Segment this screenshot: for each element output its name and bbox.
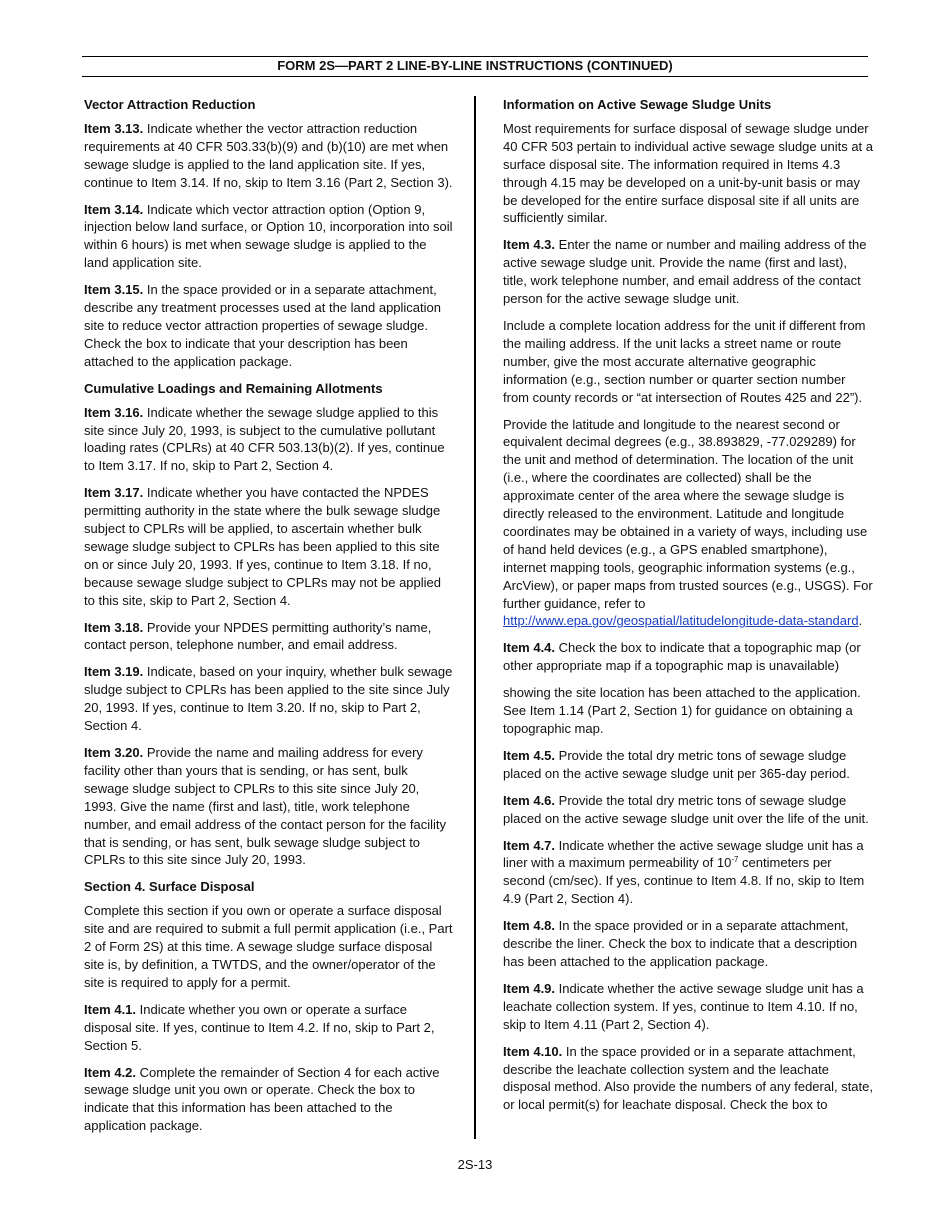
left-column	[84, 96, 454, 1144]
item-4-5-label: Item 4.5.	[503, 747, 556, 763]
item-3-19	[84, 663, 454, 735]
item-3-14-label: Item 3.14.	[84, 201, 144, 217]
item-3-13-label: Item 3.13.	[84, 120, 144, 136]
column-divider	[474, 96, 476, 1139]
item-4-2-label: Item 4.2.	[84, 1064, 137, 1080]
heading-active-units: Information on Active Sewage Sludge Units	[503, 97, 772, 112]
item-4-9	[503, 980, 873, 1034]
item-4-2	[84, 1064, 454, 1136]
item-3-18-text: Provide your NPDES permitting authority’s name, contact person, telephone number, and email address.	[84, 619, 432, 653]
item-4-6-label: Item 4.6.	[503, 792, 556, 808]
item-3-17	[84, 484, 454, 609]
item-3-20-label: Item 3.20.	[84, 745, 144, 760]
item-4-10-label: Item 4.10.	[503, 1043, 563, 1059]
item-4-7	[503, 837, 873, 909]
item-3-18	[84, 619, 454, 655]
item-3-16-label: Item 3.16.	[84, 404, 144, 420]
item-3-20-text: Provide the name and mailing address for every facility other than yours that is sending, or has sent, bulk sewage sludge subject to CPLRs to this site since July 20, 1993. Give the name (first and last), title, work telephone number, and email address of the contact person for the facility that is sending, or has sent, bulk sewage sludge subject to CPLRs to this site since July 20, 1993.	[84, 745, 447, 868]
location-address-paragraph: Include a complete location address for the unit if different from the mailing address. If the unit lacks a street name or route number, give the most accurate alternative geographic information (e.g., section number or quarter section number from county records or “at intersection of Routes 425 and 22”).	[503, 317, 866, 405]
latlong-end: .	[858, 613, 863, 629]
item-3-13-text: Indicate whether the vector attraction reduction requirements at 40 CFR 503.33(b)(9) and (b)(10) are met when sewage sludge is applied to the land application site. If yes, continue to Item 3.14. If no, skip to Item 3.16 (Part 2, Section 3).	[84, 120, 453, 190]
item-4-5	[503, 747, 873, 783]
item-4-8	[503, 917, 873, 971]
item-3-13	[84, 120, 454, 192]
item-3-20	[84, 744, 454, 869]
item-3-14	[84, 201, 454, 273]
item-3-18-label: Item 3.18.	[84, 619, 144, 635]
item-4-9-label: Item 4.9.	[503, 980, 556, 996]
active-units-intro: Most requirements for surface disposal of sewage sludge under 40 CFR 503 pertain to individual active sewage sludge units at a surface disposal site. The information required in Items 4.3 through 4.15 may be developed on a unit-by-unit basis or may be developed for the entire surface disposal site if all units are sufficiently similar.	[503, 120, 873, 226]
item-4-1-text: Indicate whether you own or operate a surface disposal site. If yes, continue to Item 4.2. If no, skip to Part 2, Section 5.	[84, 1001, 435, 1053]
item-4-1-label: Item 4.1.	[84, 1001, 137, 1017]
item-3-16-text: Indicate whether the sewage sludge applied to this site since July 20, 1993, is subject to the cumulative pollutant loading rates (CPLRs) at 40 CFR 503.13(b)(2). If yes, continue to Item 3.17. If no, skip to Part 2, Section 4.	[84, 404, 445, 474]
item-4-7-exponent: -7	[731, 855, 739, 865]
item-4-2-text: Complete the remainder of Section 4 for each active sewage sludge unit you own or operate. Check the box to indicate that this information has been attached to the application package.	[84, 1064, 440, 1134]
right-column	[503, 96, 873, 1123]
item-4-6-text: Provide the total dry metric tons of sewage sludge placed on the active sewage sludge unit over the life of the unit.	[503, 792, 869, 826]
item-4-3	[503, 236, 873, 308]
item-4-3-text: Enter the name or number and mailing address of the active sewage sludge unit. Provide the name (first and last), title, work telephone number, and email address of the contact person for the active sewage sludge unit.	[503, 237, 867, 307]
item-3-14-text: Indicate which vector attraction option (Option 9, injection below land surface, or Option 10, incorporation into soil within 6 hours) is met when sewage sludge is applied to the land application site.	[84, 201, 453, 271]
epa-geospatial-link[interactable]: http://www.epa.gov/geospatial/latitudelongitude-data-standard	[503, 613, 859, 629]
page-header-title: FORM 2S—PART 2 LINE-BY-LINE INSTRUCTIONS (CONTINUED)	[277, 58, 673, 73]
item-3-16	[84, 404, 454, 476]
item-3-19-label: Item 3.19.	[84, 664, 144, 680]
item-4-4	[503, 639, 873, 675]
item-4-7-text-pre: Indicate whether the active sewage sludge unit has a liner with a maximum permeability of 10	[503, 837, 864, 871]
item-4-4-text: Check the box to indicate that a topographic map (or other appropriate map if a topographic map is unavailable)	[503, 640, 861, 674]
item-4-10-text: In the space provided or in a separate attachment, describe the leachate collection system and the leachate disposal method. Also provide the numbers of any federal, state, or local permit(s) for leachate disposal. Check the box to	[503, 1043, 873, 1113]
page-number: 2S-13	[457, 1157, 493, 1172]
latlong-text: Provide the latitude and longitude to the nearest second or equivalent decimal degrees (e.g., 38.893829, -77.029289) for the unit and method of determination. The location of the unit (i.e., where the coordinates are collected) shall be the approximate center of the area where the sewage sludge is directly released to the environment. Latitude and longitude coordinates may be obtained in a variety of ways, including use of hand held devices (e.g., a GPS enabled smartphone), internet mapping tools, geographic information systems (e.g., ArcView), or paper maps from trusted sources (e.g., USGS). For further guidance, refer to	[503, 416, 873, 611]
heading-cumulative-loadings: Cumulative Loadings and Remaining Allotments	[84, 380, 383, 396]
item-4-5-text: Provide the total dry metric tons of sewage sludge placed on the active sewage sludge unit per 365-day period.	[503, 747, 850, 781]
item-4-6	[503, 792, 873, 828]
item-4-9-text: Indicate whether the active sewage sludge unit has a leachate collection system. If yes, continue to Item 4.10. If no, skip to Item 4.11 (Part 2, Section 4).	[503, 980, 864, 1032]
item-4-3-label: Item 4.3.	[503, 237, 556, 253]
latitude-longitude-paragraph	[503, 416, 873, 631]
item-4-7-text-post: centimeters per second (cm/sec). If yes, continue to Item 4.8. If no, skip to Item 4.9 (Part 2, Section 4).	[503, 855, 865, 907]
item-4-7-label: Item 4.7.	[503, 837, 556, 853]
item-4-1	[84, 1001, 454, 1055]
item-4-8-label: Item 4.8.	[503, 918, 556, 934]
section-4-intro: Complete this section if you own or operate a surface disposal site and are required to submit a full permit application (i.e., Part 2 of Form 2S) at this time. A sewage sludge surface disposal site is, by definition, a TWTDS, and the owner/operator of the site is required to apply for a permit.	[84, 903, 453, 990]
page-header	[82, 56, 868, 77]
heading-vector-attraction: Vector Attraction Reduction	[84, 97, 256, 112]
item-3-15-label: Item 3.15.	[84, 282, 144, 298]
item-3-15	[84, 281, 454, 371]
item-3-15-text: In the space provided or in a separate attachment, describe any treatment processes used at the land application site to reduce vector attraction properties of sewage sludge. Check the box to indicate that your description has been attached to the application package.	[84, 282, 441, 369]
item-3-17-label: Item 3.17.	[84, 485, 144, 501]
item-4-10	[503, 1043, 873, 1115]
item-3-19-text: Indicate, based on your inquiry, whether bulk sewage sludge subject to CPLRs has been applied to the site since July 20, 1993. If yes, continue to Item 3.20. If no, skip to Part 2, Section 4.	[84, 664, 453, 734]
heading-section-4: Section 4. Surface Disposal	[84, 879, 255, 895]
item-4-4-label: Item 4.4.	[503, 640, 556, 656]
item-4-4-continued: showing the site location has been attached to the application. See Item 1.14 (Part 2, Section 1) for guidance on obtaining a topographic map.	[503, 685, 861, 736]
item-4-8-text: In the space provided or in a separate attachment, describe the liner. Check the box to indicate that a description has been attached to the application package.	[503, 918, 858, 969]
item-3-17-text: Indicate whether you have contacted the NPDES permitting authority in the state where the bulk sewage sludge subject to CPLRs will be applied, to ascertain whether bulk sewage sludge subject to CPLRs has been applied to this site on or since July 20, 1993. If yes, continue to Item 3.18. If no, because sewage sludge subject to CPLRs may not be applied to this site, skip to Part 2, Section 4.	[84, 485, 441, 608]
